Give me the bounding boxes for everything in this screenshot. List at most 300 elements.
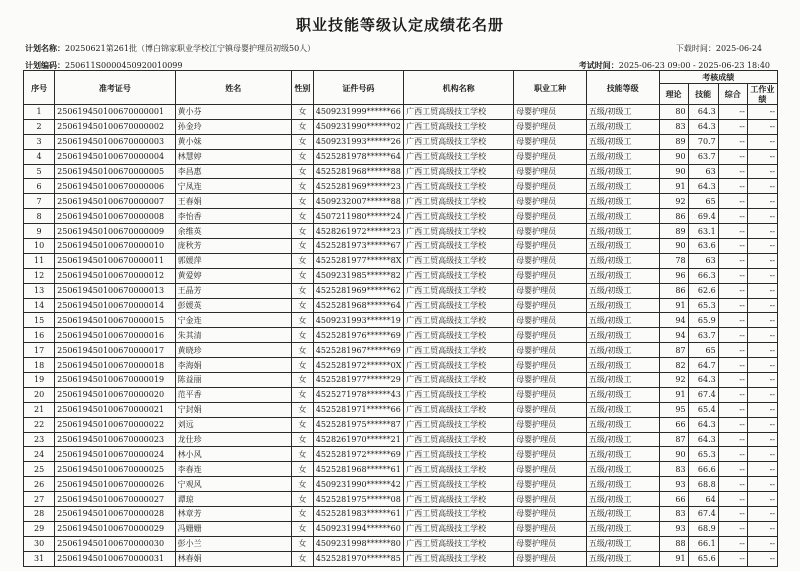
- cell-seq: 9: [24, 224, 55, 239]
- cell-theory: 92: [659, 194, 688, 209]
- table-row: [24, 194, 778, 209]
- cell-name: 宁金连: [175, 313, 291, 328]
- cell-overall: --: [718, 373, 747, 388]
- cell-job: 母婴护理员: [514, 551, 587, 566]
- cell-theory: 83: [659, 462, 688, 477]
- cell-overall: --: [718, 507, 747, 522]
- cell-level: 五级/初级工: [586, 462, 659, 477]
- cell-skill: 65.6: [688, 551, 718, 566]
- cell-name: 余维英: [175, 224, 291, 239]
- cell-overall: --: [718, 298, 747, 313]
- cell-id: 4525281968******61: [313, 462, 403, 477]
- cell-ticket: 250619450100670000013: [55, 283, 175, 298]
- cell-org: 广西工贸高级技工学校: [404, 492, 514, 507]
- cell-gender: 女: [291, 343, 313, 358]
- cell-org: 广西工贸高级技工学校: [404, 209, 514, 224]
- cell-ticket: 250619450100670000014: [55, 298, 175, 313]
- cell-skill: 63.1: [688, 224, 718, 239]
- table-row: [24, 432, 778, 447]
- cell-skill: 68.8: [688, 477, 718, 492]
- cell-name: 李怡香: [175, 209, 291, 224]
- cell-ticket: 250619450100670000010: [55, 239, 175, 254]
- cell-id: 4509231985******82: [313, 268, 403, 283]
- table-row: [24, 358, 778, 373]
- score-roster-table: [23, 70, 778, 567]
- cell-job: 母婴护理员: [514, 268, 587, 283]
- cell-ticket: 250619450100670000025: [55, 462, 175, 477]
- cell-name: 范平香: [175, 387, 291, 402]
- cell-ticket: 250619450100670000020: [55, 387, 175, 402]
- cell-work: --: [747, 149, 777, 164]
- cell-gender: 女: [291, 417, 313, 432]
- cell-theory: 96: [659, 268, 688, 283]
- cell-name: 林小风: [175, 447, 291, 462]
- cell-id: 4525281978******64: [313, 149, 403, 164]
- cell-org: 广西工贸高级技工学校: [404, 283, 514, 298]
- cell-job: 母婴护理员: [514, 358, 587, 373]
- cell-org: 广西工贸高级技工学校: [404, 298, 514, 313]
- cell-name: 黄晓珍: [175, 343, 291, 358]
- cell-ticket: 250619450100670000007: [55, 194, 175, 209]
- cell-seq: 28: [24, 507, 55, 522]
- cell-job: 母婴护理员: [514, 134, 587, 149]
- cell-level: 五级/初级工: [586, 268, 659, 283]
- cell-id: 4509232007******88: [313, 194, 403, 209]
- cell-seq: 13: [24, 283, 55, 298]
- cell-gender: 女: [291, 402, 313, 417]
- cell-org: 广西工贸高级技工学校: [404, 462, 514, 477]
- cell-work: --: [747, 253, 777, 268]
- cell-org: 广西工贸高级技工学校: [404, 268, 514, 283]
- table-row: [24, 551, 778, 566]
- cell-gender: 女: [291, 194, 313, 209]
- cell-overall: --: [718, 462, 747, 477]
- table-row: [24, 313, 778, 328]
- cell-level: 五级/初级工: [586, 283, 659, 298]
- cell-overall: --: [718, 194, 747, 209]
- cell-level: 五级/初级工: [586, 179, 659, 194]
- cell-overall: --: [718, 268, 747, 283]
- cell-theory: 78: [659, 253, 688, 268]
- cell-id: 4509231990******42: [313, 477, 403, 492]
- cell-theory: 86: [659, 209, 688, 224]
- cell-level: 五级/初级工: [586, 119, 659, 134]
- cell-seq: 24: [24, 447, 55, 462]
- cell-org: 广西工贸高级技工学校: [404, 447, 514, 462]
- cell-seq: 18: [24, 358, 55, 373]
- cell-overall: --: [718, 492, 747, 507]
- table-row: [24, 402, 778, 417]
- table-row: [24, 283, 778, 298]
- cell-name: 朱其清: [175, 328, 291, 343]
- cell-theory: 95: [659, 402, 688, 417]
- cell-ticket: 250619450100670000005: [55, 164, 175, 179]
- cell-level: 五级/初级工: [586, 149, 659, 164]
- cell-overall: --: [718, 164, 747, 179]
- cell-skill: 67.4: [688, 387, 718, 402]
- cell-theory: 88: [659, 536, 688, 551]
- cell-id: 4528261970******21: [313, 432, 403, 447]
- cell-id: 4525281967******69: [313, 343, 403, 358]
- cell-level: 五级/初级工: [586, 387, 659, 402]
- cell-job: 母婴护理员: [514, 462, 587, 477]
- table-row: [24, 224, 778, 239]
- cell-level: 五级/初级工: [586, 328, 659, 343]
- cell-id: 4509231998******80: [313, 536, 403, 551]
- cell-theory: 83: [659, 119, 688, 134]
- cell-overall: --: [718, 149, 747, 164]
- cell-id: 4509231993******26: [313, 134, 403, 149]
- cell-gender: 女: [291, 521, 313, 536]
- cell-id: 4525281976******69: [313, 328, 403, 343]
- cell-org: 广西工贸高级技工学校: [404, 239, 514, 254]
- cell-work: --: [747, 536, 777, 551]
- cell-org: 广西工贸高级技工学校: [404, 417, 514, 432]
- cell-name: 谭琼: [175, 492, 291, 507]
- plan-code-label: 计划编码：: [25, 60, 65, 70]
- table-row: [24, 119, 778, 134]
- cell-ticket: 250619450100670000004: [55, 149, 175, 164]
- cell-work: --: [747, 387, 777, 402]
- cell-skill: 62.6: [688, 283, 718, 298]
- cell-job: 母婴护理员: [514, 179, 587, 194]
- col-seq: 序号: [24, 71, 55, 105]
- cell-name: 黄小妹: [175, 134, 291, 149]
- cell-theory: 83: [659, 507, 688, 522]
- cell-theory: 93: [659, 521, 688, 536]
- cell-job: 母婴护理员: [514, 507, 587, 522]
- cell-gender: 女: [291, 209, 313, 224]
- col-overall: 综合: [718, 84, 747, 105]
- table-row: [24, 492, 778, 507]
- cell-level: 五级/初级工: [586, 447, 659, 462]
- cell-skill: 64.3: [688, 373, 718, 388]
- cell-overall: --: [718, 239, 747, 254]
- cell-theory: 93: [659, 477, 688, 492]
- cell-id: 4525281971******66: [313, 402, 403, 417]
- cell-skill: 63: [688, 253, 718, 268]
- cell-overall: --: [718, 402, 747, 417]
- cell-skill: 64.3: [688, 432, 718, 447]
- cell-id: 4528261972******23: [313, 224, 403, 239]
- cell-job: 母婴护理员: [514, 432, 587, 447]
- cell-job: 母婴护理员: [514, 343, 587, 358]
- table-row: [24, 373, 778, 388]
- cell-overall: --: [718, 328, 747, 343]
- cell-org: 广西工贸高级技工学校: [404, 164, 514, 179]
- cell-overall: --: [718, 313, 747, 328]
- cell-skill: 65.9: [688, 313, 718, 328]
- cell-job: 母婴护理员: [514, 447, 587, 462]
- cell-org: 广西工贸高级技工学校: [404, 194, 514, 209]
- col-level: 技能等级: [586, 71, 659, 105]
- cell-name: 彭媛英: [175, 298, 291, 313]
- cell-skill: 65: [688, 343, 718, 358]
- cell-gender: 女: [291, 149, 313, 164]
- cell-work: --: [747, 492, 777, 507]
- table-row: [24, 477, 778, 492]
- cell-seq: 2: [24, 119, 55, 134]
- cell-work: --: [747, 358, 777, 373]
- cell-org: 广西工贸高级技工学校: [404, 253, 514, 268]
- cell-name: 孙金玲: [175, 119, 291, 134]
- cell-theory: 66: [659, 492, 688, 507]
- cell-gender: 女: [291, 373, 313, 388]
- cell-level: 五级/初级工: [586, 551, 659, 566]
- col-name: 姓名: [175, 71, 291, 105]
- cell-job: 母婴护理员: [514, 239, 587, 254]
- cell-ticket: 250619450100670000022: [55, 417, 175, 432]
- cell-gender: 女: [291, 536, 313, 551]
- cell-skill: 67.4: [688, 507, 718, 522]
- cell-job: 母婴护理员: [514, 149, 587, 164]
- header-row: [24, 71, 778, 84]
- cell-org: 广西工贸高级技工学校: [404, 119, 514, 134]
- cell-name: 李春连: [175, 462, 291, 477]
- cell-seq: 11: [24, 253, 55, 268]
- cell-job: 母婴护理员: [514, 209, 587, 224]
- cell-seq: 23: [24, 432, 55, 447]
- cell-seq: 27: [24, 492, 55, 507]
- download-time-value: 2025-06-24: [715, 44, 762, 53]
- cell-org: 广西工贸高级技工学校: [404, 387, 514, 402]
- cell-skill: 65.3: [688, 298, 718, 313]
- cell-id: 4525281970******85: [313, 551, 403, 566]
- cell-gender: 女: [291, 328, 313, 343]
- cell-gender: 女: [291, 134, 313, 149]
- cell-org: 广西工贸高级技工学校: [404, 373, 514, 388]
- cell-skill: 68.9: [688, 521, 718, 536]
- col-scores-group: 考核成绩: [659, 71, 777, 84]
- exam-time-value: 2025-06-23 09:00 - 2025-06-23 18:40: [618, 61, 770, 70]
- cell-id: 4525281972******0X: [313, 358, 403, 373]
- cell-id: 4525281977******8X: [313, 253, 403, 268]
- cell-seq: 7: [24, 194, 55, 209]
- cell-name: 王春娟: [175, 194, 291, 209]
- cell-gender: 女: [291, 492, 313, 507]
- cell-skill: 63: [688, 164, 718, 179]
- cell-job: 母婴护理员: [514, 194, 587, 209]
- cell-level: 五级/初级工: [586, 134, 659, 149]
- cell-skill: 63.6: [688, 239, 718, 254]
- table-row: [24, 417, 778, 432]
- cell-overall: --: [718, 105, 747, 120]
- table-row: [24, 343, 778, 358]
- cell-org: 广西工贸高级技工学校: [404, 105, 514, 120]
- cell-overall: --: [718, 447, 747, 462]
- cell-name: 庞秋芳: [175, 239, 291, 254]
- cell-level: 五级/初级工: [586, 373, 659, 388]
- cell-level: 五级/初级工: [586, 224, 659, 239]
- cell-work: --: [747, 373, 777, 388]
- cell-id: 4525281968******64: [313, 298, 403, 313]
- cell-level: 五级/初级工: [586, 313, 659, 328]
- cell-org: 广西工贸高级技工学校: [404, 432, 514, 447]
- cell-overall: --: [718, 477, 747, 492]
- cell-work: --: [747, 462, 777, 477]
- cell-level: 五级/初级工: [586, 402, 659, 417]
- cell-name: 王晶芳: [175, 283, 291, 298]
- cell-id: 4509231994******60: [313, 521, 403, 536]
- cell-work: --: [747, 477, 777, 492]
- cell-org: 广西工贸高级技工学校: [404, 402, 514, 417]
- cell-work: --: [747, 447, 777, 462]
- cell-job: 母婴护理员: [514, 402, 587, 417]
- table-row: [24, 179, 778, 194]
- cell-seq: 3: [24, 134, 55, 149]
- cell-name: 宁凤连: [175, 179, 291, 194]
- cell-name: 林章芳: [175, 507, 291, 522]
- cell-name: 黄爱婷: [175, 268, 291, 283]
- table-row: [24, 298, 778, 313]
- cell-name: 彭小兰: [175, 536, 291, 551]
- cell-overall: --: [718, 417, 747, 432]
- col-skill: 技能: [688, 84, 718, 105]
- cell-seq: 6: [24, 179, 55, 194]
- cell-job: 母婴护理员: [514, 224, 587, 239]
- cell-gender: 女: [291, 432, 313, 447]
- cell-id: 4525281975******08: [313, 492, 403, 507]
- cell-theory: 91: [659, 298, 688, 313]
- cell-skill: 64.7: [688, 358, 718, 373]
- table-row: [24, 536, 778, 551]
- cell-work: --: [747, 194, 777, 209]
- cell-job: 母婴护理员: [514, 521, 587, 536]
- cell-work: --: [747, 417, 777, 432]
- cell-work: --: [747, 209, 777, 224]
- cell-theory: 92: [659, 373, 688, 388]
- cell-id: 4525281969******62: [313, 283, 403, 298]
- cell-skill: 70.7: [688, 134, 718, 149]
- cell-gender: 女: [291, 283, 313, 298]
- cell-theory: 87: [659, 432, 688, 447]
- exam-time-label: 考试时间：: [578, 60, 619, 70]
- cell-level: 五级/初级工: [586, 492, 659, 507]
- cell-work: --: [747, 402, 777, 417]
- cell-job: 母婴护理员: [514, 164, 587, 179]
- cell-id: 4509231990******02: [313, 119, 403, 134]
- cell-overall: --: [718, 521, 747, 536]
- cell-work: --: [747, 164, 777, 179]
- cell-id: 4525281975******87: [313, 417, 403, 432]
- cell-level: 五级/初级工: [586, 536, 659, 551]
- cell-ticket: 250619450100670000008: [55, 209, 175, 224]
- cell-ticket: 250619450100670000016: [55, 328, 175, 343]
- cell-id: 4525281968******88: [313, 164, 403, 179]
- cell-name: 黄小芬: [175, 105, 291, 120]
- cell-overall: --: [718, 283, 747, 298]
- cell-level: 五级/初级工: [586, 477, 659, 492]
- cell-gender: 女: [291, 105, 313, 120]
- cell-overall: --: [718, 387, 747, 402]
- cell-work: --: [747, 521, 777, 536]
- cell-overall: --: [718, 253, 747, 268]
- plan-name-label: 计划名称：: [25, 43, 65, 53]
- cell-job: 母婴护理员: [514, 328, 587, 343]
- cell-name: 陈益丽: [175, 373, 291, 388]
- cell-overall: --: [718, 551, 747, 566]
- cell-overall: --: [718, 358, 747, 373]
- cell-theory: 80: [659, 105, 688, 120]
- cell-gender: 女: [291, 507, 313, 522]
- col-job: 职业工种: [514, 71, 587, 105]
- cell-id: 4509231993******19: [313, 313, 403, 328]
- cell-ticket: 250619450100670000015: [55, 313, 175, 328]
- cell-seq: 12: [24, 268, 55, 283]
- cell-name: 李海娟: [175, 358, 291, 373]
- col-id: 证件号码: [313, 71, 403, 105]
- cell-job: 母婴护理员: [514, 298, 587, 313]
- cell-name: 宁观风: [175, 477, 291, 492]
- cell-overall: --: [718, 179, 747, 194]
- cell-theory: 91: [659, 387, 688, 402]
- cell-theory: 90: [659, 149, 688, 164]
- cell-name: 冯姗姗: [175, 521, 291, 536]
- cell-skill: 64.3: [688, 105, 718, 120]
- cell-name: 林春娟: [175, 551, 291, 566]
- cell-gender: 女: [291, 551, 313, 566]
- table-row: [24, 239, 778, 254]
- cell-skill: 66.1: [688, 536, 718, 551]
- cell-ticket: 250619450100670000021: [55, 402, 175, 417]
- cell-seq: 22: [24, 417, 55, 432]
- cell-seq: 25: [24, 462, 55, 477]
- cell-skill: 69.4: [688, 209, 718, 224]
- cell-ticket: 250619450100670000031: [55, 551, 175, 566]
- cell-seq: 30: [24, 536, 55, 551]
- cell-ticket: 250619450100670000006: [55, 179, 175, 194]
- cell-id: 4507211980******24: [313, 209, 403, 224]
- cell-seq: 15: [24, 313, 55, 328]
- plan-name-value: 20250621第261批（博白锦家职业学校江宁镇母婴护理员初级50人）: [65, 44, 316, 53]
- cell-gender: 女: [291, 119, 313, 134]
- cell-seq: 20: [24, 387, 55, 402]
- cell-work: --: [747, 507, 777, 522]
- cell-seq: 5: [24, 164, 55, 179]
- cell-org: 广西工贸高级技工学校: [404, 521, 514, 536]
- cell-gender: 女: [291, 268, 313, 283]
- download-time-label: 下载时间：: [675, 44, 716, 53]
- cell-ticket: 250619450100670000009: [55, 224, 175, 239]
- cell-theory: 89: [659, 224, 688, 239]
- cell-ticket: 250619450100670000002: [55, 119, 175, 134]
- download-time: [676, 43, 762, 54]
- cell-gender: 女: [291, 313, 313, 328]
- cell-work: --: [747, 224, 777, 239]
- cell-theory: 82: [659, 358, 688, 373]
- cell-level: 五级/初级工: [586, 507, 659, 522]
- cell-seq: 14: [24, 298, 55, 313]
- cell-seq: 26: [24, 477, 55, 492]
- cell-level: 五级/初级工: [586, 253, 659, 268]
- cell-org: 广西工贸高级技工学校: [404, 134, 514, 149]
- cell-ticket: 250619450100670000029: [55, 521, 175, 536]
- cell-overall: --: [718, 343, 747, 358]
- cell-theory: 94: [659, 313, 688, 328]
- cell-theory: 86: [659, 283, 688, 298]
- col-gender: 性别: [291, 71, 313, 105]
- cell-overall: --: [718, 134, 747, 149]
- cell-id: 4525281983******61: [313, 507, 403, 522]
- cell-job: 母婴护理员: [514, 477, 587, 492]
- cell-work: --: [747, 105, 777, 120]
- cell-job: 母婴护理员: [514, 253, 587, 268]
- cell-level: 五级/初级工: [586, 432, 659, 447]
- cell-skill: 64.3: [688, 417, 718, 432]
- cell-gender: 女: [291, 239, 313, 254]
- cell-seq: 29: [24, 521, 55, 536]
- cell-name: 宁封娟: [175, 402, 291, 417]
